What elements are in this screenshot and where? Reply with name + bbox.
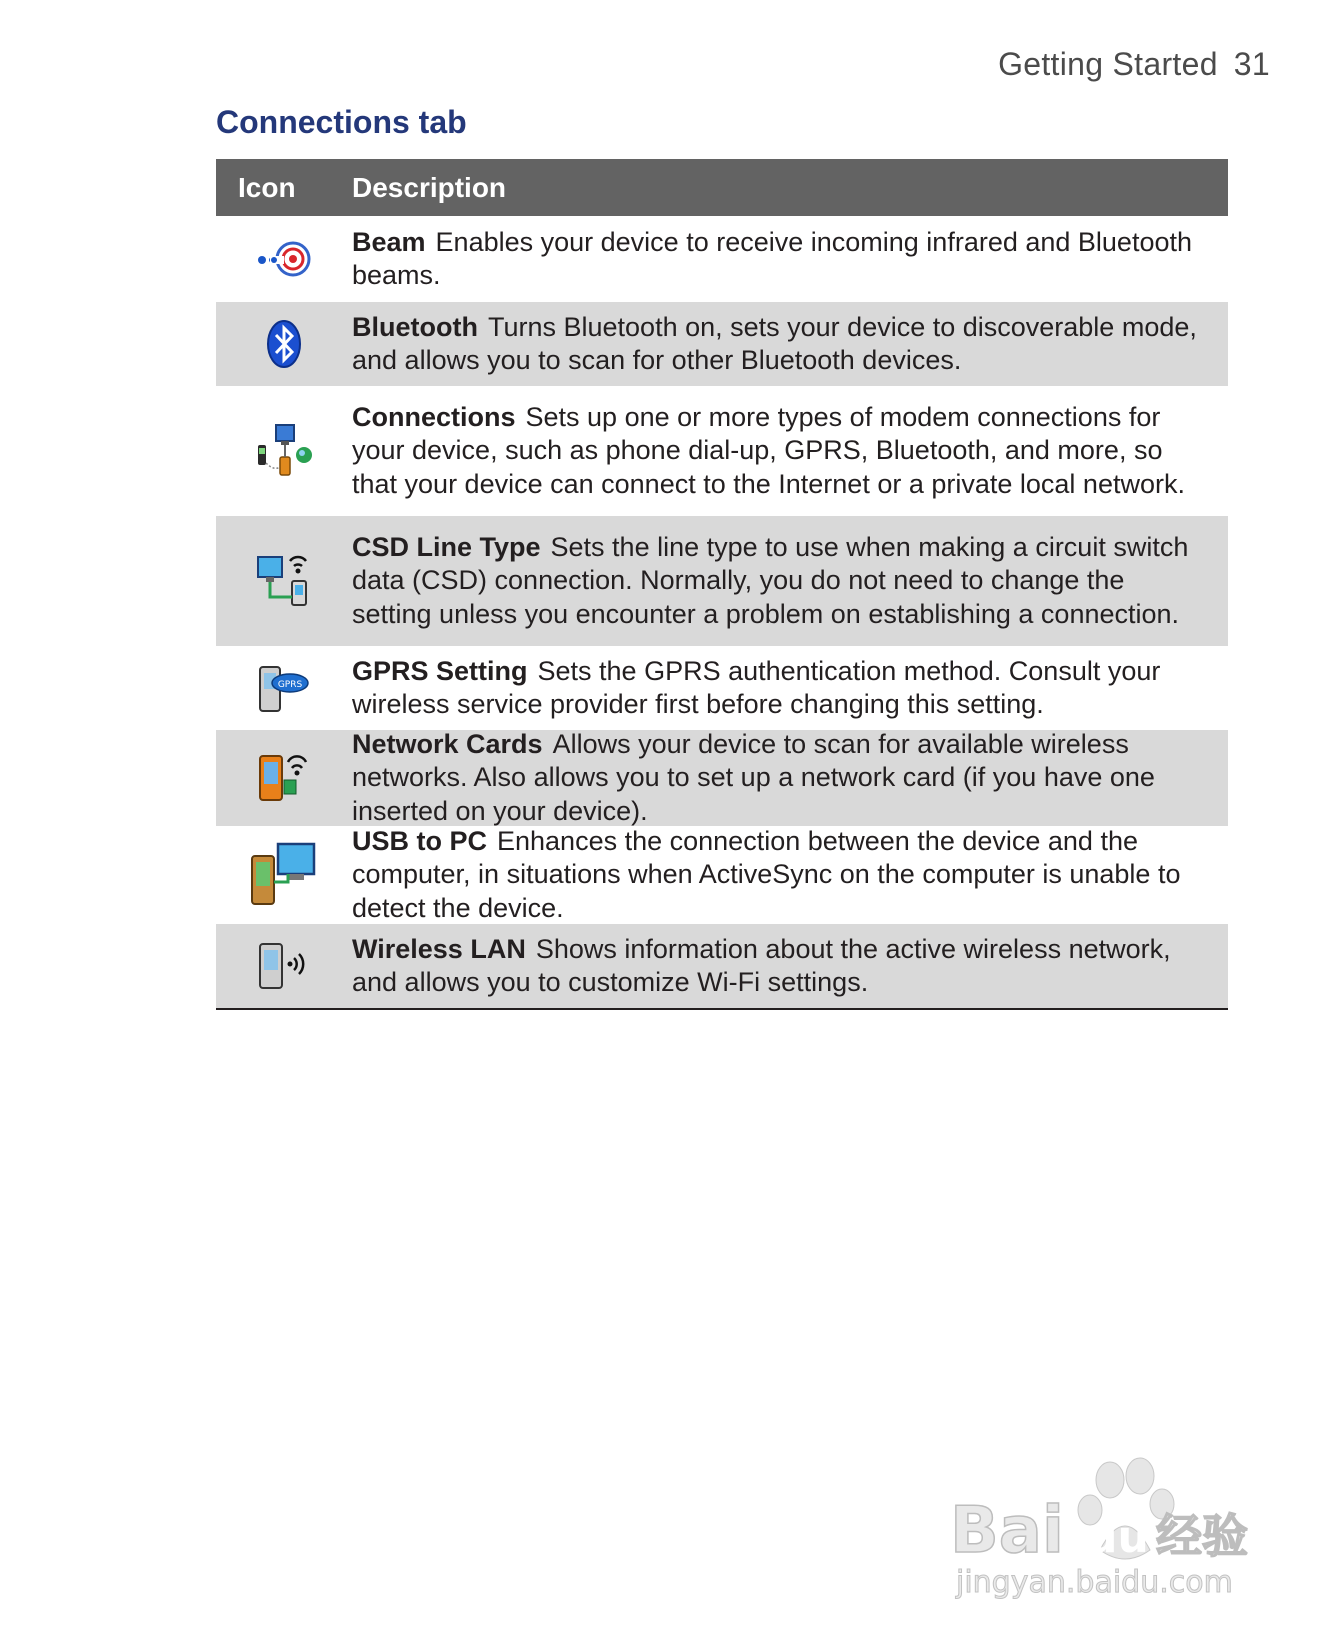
cell-icon [216, 661, 352, 715]
svg-text:GPRS: GPRS [277, 680, 303, 690]
description: Sets up one or more types of modem connections for your device, such as phone dial-up, GPRS, Bluetooth, and more, so that your device can connect to the Internet or a private local network. [352, 401, 1185, 499]
cell-description [352, 825, 1228, 926]
baidu-watermark [950, 1440, 1270, 1600]
table-row [216, 730, 1228, 826]
wireless-lan-icon [256, 940, 312, 992]
cell-description [352, 933, 1228, 1000]
cell-description [352, 531, 1228, 632]
term: Beam [352, 226, 426, 257]
cell-icon [216, 319, 352, 369]
section-title: Connections tab [216, 104, 467, 140]
cell-description [352, 401, 1228, 502]
csd-line-type-icon [254, 551, 314, 611]
table-row [216, 646, 1228, 730]
description: Allows your device to scan for available wireless networks. Also allows you to set up a network card (if you have one inserted on your device). [352, 728, 1155, 826]
connections-icon [254, 423, 314, 479]
svg-text:jingyan.baidu.com: jingyan.baidu.com [956, 1565, 1233, 1600]
beam-icon [256, 239, 312, 279]
term: Wireless LAN [352, 933, 526, 964]
cell-icon [216, 842, 352, 908]
term: CSD Line Type [352, 531, 541, 562]
term: USB to PC [352, 825, 487, 856]
network-cards-icon [256, 750, 312, 806]
description: Sets the line type to use when making a circuit switch data (CSD) connection. Normally, you do not need to change the setting unless you encounter a problem on establishing a connection. [352, 531, 1189, 629]
connections-table [216, 159, 1228, 1010]
description: Sets the GPRS authentication method. Consult your wireless service provider first before changing this setting. [352, 655, 1161, 719]
term: Bluetooth [352, 311, 478, 342]
cell-icon [216, 423, 352, 479]
bluetooth-icon [266, 319, 302, 369]
svg-text:Bai: Bai [950, 1494, 1064, 1568]
cell-description [352, 311, 1228, 378]
term: GPRS Setting [352, 655, 528, 686]
cell-icon [216, 940, 352, 992]
description: Shows information about the active wireless network, and allows you to customize Wi-Fi settings. [352, 933, 1171, 997]
column-header-icon: Icon [238, 171, 296, 203]
description: Enhances the connection between the device and the computer, in situations when ActiveSync on the computer is unable to detect the device. [352, 825, 1181, 923]
table-header [216, 159, 1228, 216]
term: Connections [352, 401, 516, 432]
svg-text:经验: 经验 [1156, 1509, 1248, 1563]
table-row [216, 216, 1228, 302]
cell-icon [216, 239, 352, 279]
running-head [998, 46, 1270, 83]
cell-description [352, 655, 1228, 722]
cell-icon [216, 750, 352, 806]
table-row [216, 826, 1228, 924]
page-number: 31 [1233, 46, 1270, 82]
table-row [216, 924, 1228, 1008]
description: Turns Bluetooth on, sets your device to discoverable mode, and allows you to scan for other Bluetooth devices. [352, 311, 1197, 375]
table-row [216, 386, 1228, 516]
cell-description [352, 728, 1228, 829]
svg-text:du: du [1086, 1512, 1149, 1563]
table-row [216, 302, 1228, 386]
description: Enables your device to receive incoming infrared and Bluetooth beams. [352, 226, 1192, 290]
usb-to-pc-icon [248, 842, 320, 908]
running-head-section: Getting Started [998, 46, 1218, 82]
table-row [216, 516, 1228, 646]
cell-description [352, 226, 1228, 293]
column-header-description: Description [352, 171, 507, 203]
term: Network Cards [352, 728, 543, 759]
cell-icon [216, 551, 352, 611]
gprs-setting-icon [256, 661, 312, 715]
